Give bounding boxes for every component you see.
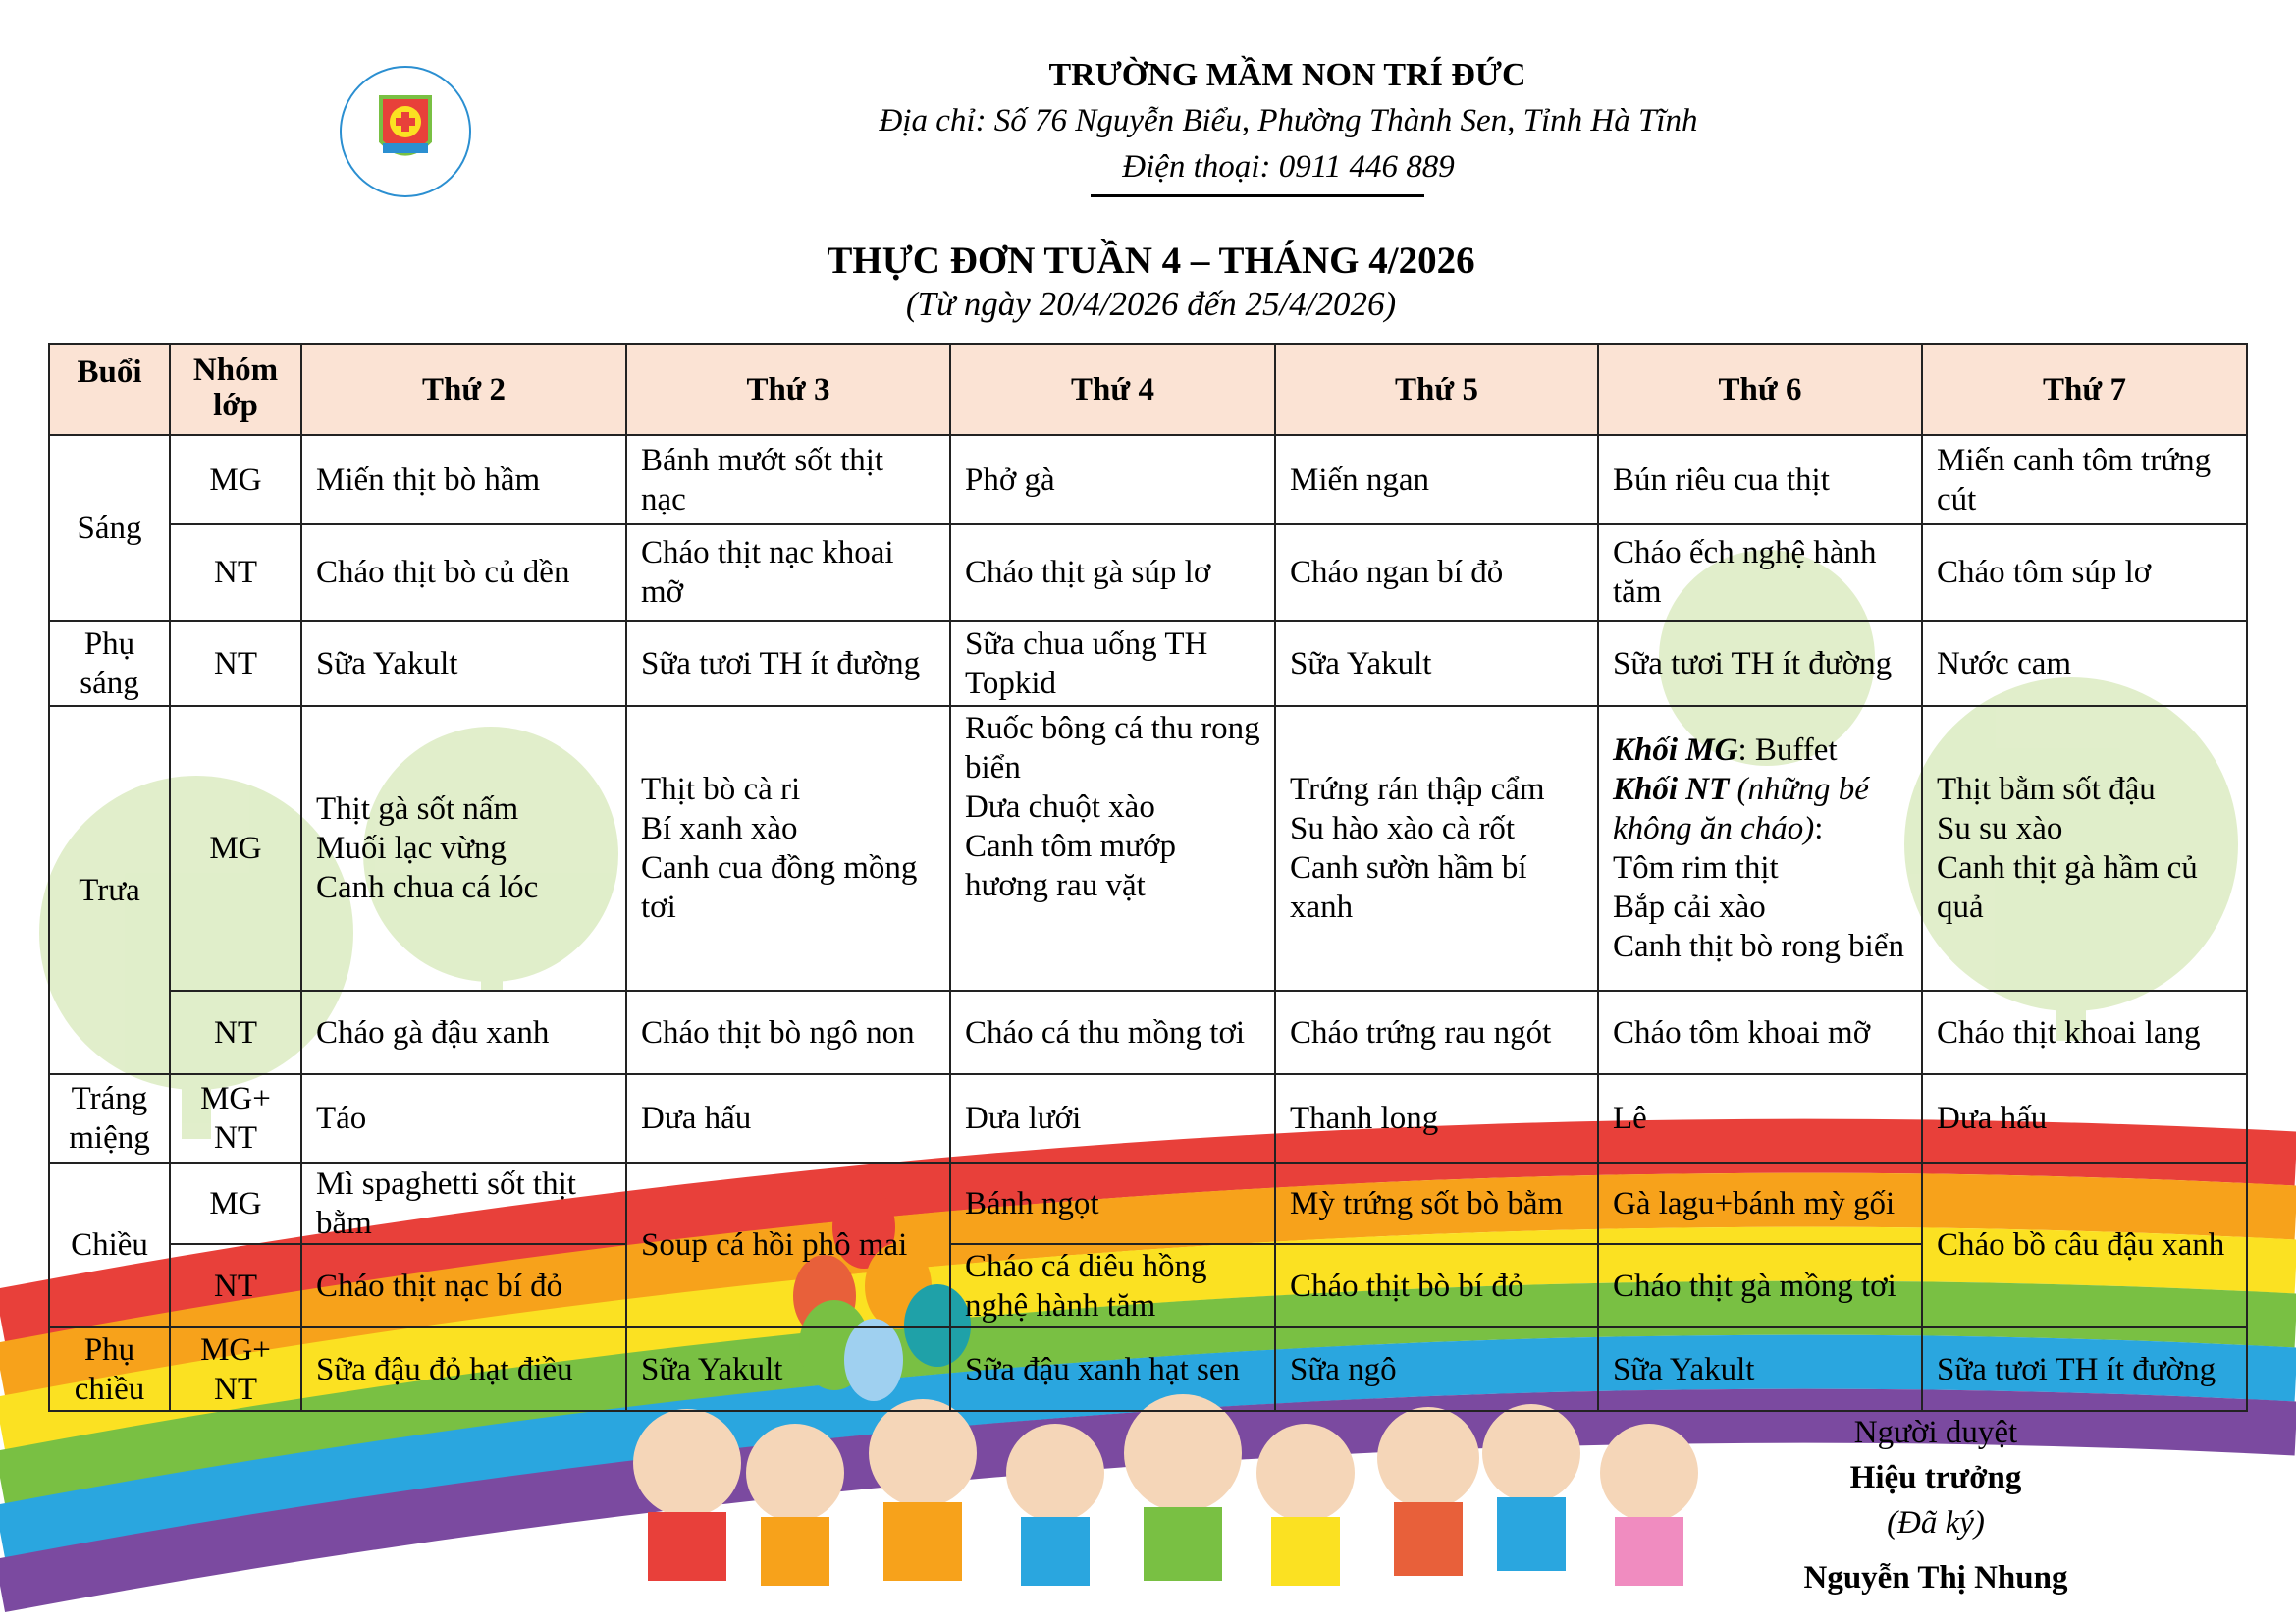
menu-cell — [950, 706, 1275, 991]
header-thu-6: Thứ 6 — [1598, 344, 1922, 435]
menu-cell: Táo — [301, 1074, 626, 1163]
menu-cell: Sữa Yakult — [626, 1327, 950, 1411]
menu-cell: Soup cá hồi phô mai — [626, 1163, 950, 1327]
menu-cell: Cháo thịt gà mồng tơi — [1598, 1244, 1922, 1327]
menu-title: THỰC ĐƠN TUẦN 4 – THÁNG 4/2026 — [827, 240, 1475, 282]
menu-cell: Miến ngan — [1275, 435, 1598, 524]
signature-status: (Đã ký) — [1887, 1505, 1985, 1541]
table-row — [49, 991, 2247, 1074]
dish: Muối lạc vừng — [316, 831, 507, 866]
menu-cell: Sữa Yakult — [1598, 1327, 1922, 1411]
session-label: Tráng miệng — [49, 1074, 170, 1163]
session-label: Phụ sáng — [49, 621, 170, 706]
menu-cell: Cháo trứng rau ngót — [1275, 991, 1598, 1074]
menu-cell: Nước cam — [1922, 621, 2247, 706]
header-nhom-lop: Nhóm lớp — [170, 344, 301, 435]
menu-cell: Sữa Yakult — [1275, 621, 1598, 706]
menu-cell: Cháo ếch nghệ hành tăm — [1598, 524, 1922, 621]
group-label: MG+ NT — [170, 1074, 301, 1163]
menu-cell: Sữa tươi TH ít đường — [626, 621, 950, 706]
menu-cell: Mì spaghetti sốt thịt bằm — [301, 1163, 626, 1244]
session-label: Chiều — [49, 1163, 170, 1327]
table-row — [49, 1327, 2247, 1411]
group-mg-label: Khối MG — [1613, 732, 1738, 768]
group-label: MG+ NT — [170, 1327, 301, 1411]
menu-cell: Bún riêu cua thịt — [1598, 435, 1922, 524]
menu-cell — [1922, 706, 2247, 991]
menu-cell: Sữa chua uống TH Topkid — [950, 621, 1275, 706]
table-row — [49, 1163, 2247, 1244]
dish: Canh thịt bò rong biển — [1613, 929, 1904, 964]
header-row — [49, 344, 2247, 435]
signature-name: Nguyễn Thị Nhung — [1803, 1560, 2068, 1596]
menu-cell: Cháo tôm khoai mỡ — [1598, 991, 1922, 1074]
menu-cell: Sữa ngô — [1275, 1327, 1598, 1411]
header-thu-7: Thứ 7 — [1922, 344, 2247, 435]
school-address: Địa chỉ: Số 76 Nguyễn Biểu, Phường Thành Sen, Tỉnh Hà Tĩnh — [879, 103, 1698, 138]
menu-cell: Cháo cá thu mồng tơi — [950, 991, 1275, 1074]
dish: Bí xanh xào — [641, 811, 798, 846]
menu-cell: Cháo ngan bí đỏ — [1275, 524, 1598, 621]
menu-cell: Cháo thịt bò củ dền — [301, 524, 626, 621]
menu-cell: Sữa tươi TH ít đường — [1922, 1327, 2247, 1411]
dish: Canh thịt gà hầm củ quả — [1937, 850, 2198, 925]
menu-cell: Cháo bồ câu đậu xanh — [1922, 1163, 2247, 1327]
menu-cell: Bánh ngọt — [950, 1163, 1275, 1244]
dish: Su hào xào cà rốt — [1290, 811, 1516, 846]
group-label: NT — [170, 621, 301, 706]
weekly-menu-table — [48, 343, 2248, 1412]
menu-cell: Sữa đậu xanh hạt sen — [950, 1327, 1275, 1411]
school-name: TRƯỜNG MẦM NON TRÍ ĐỨC — [1048, 57, 1526, 93]
menu-cell: Dưa hấu — [1922, 1074, 2247, 1163]
menu-cell: Cháo cá diêu hồng nghệ hành tăm — [950, 1244, 1275, 1327]
header-thu-5: Thứ 5 — [1275, 344, 1598, 435]
menu-cell: Gà lagu+bánh mỳ gối — [1598, 1163, 1922, 1244]
dish: Dưa chuột xào — [965, 789, 1155, 825]
school-phone: Điện thoại: 0911 446 889 — [1122, 149, 1455, 185]
group-label: MG — [170, 706, 301, 991]
dish: Thịt gà sốt nấm — [316, 791, 519, 827]
session-label: Trưa — [49, 706, 170, 1074]
signature-role: Người duyệt — [1853, 1415, 2018, 1450]
approval-signature — [1739, 1410, 2132, 1600]
nt-note: (những bé không ăn cháo) — [1613, 772, 1869, 846]
dish: Ruốc bông cá thu rong biển — [965, 711, 1260, 785]
dish: Trứng rán thập cẩm — [1290, 772, 1545, 807]
header-thu-3: Thứ 3 — [626, 344, 950, 435]
table-row — [49, 706, 2247, 991]
menu-cell: Thanh long — [1275, 1074, 1598, 1163]
session-label: Sáng — [49, 435, 170, 621]
group-label: MG — [170, 435, 301, 524]
table-row — [49, 435, 2247, 524]
table-row — [49, 1074, 2247, 1163]
dish: Canh tôm mướp hương rau vặt — [965, 829, 1176, 903]
menu-cell: Cháo gà đậu xanh — [301, 991, 626, 1074]
nt-note-line — [1613, 770, 1907, 848]
menu-cell: Cháo thịt nạc bí đỏ — [301, 1244, 626, 1327]
buffet-line — [1613, 731, 1907, 770]
group-label: NT — [170, 1244, 301, 1327]
menu-cell — [1598, 706, 1922, 991]
dish: Canh sườn hầm bí xanh — [1290, 850, 1527, 925]
table-row — [49, 1244, 2247, 1327]
menu-cell: Dưa hấu — [626, 1074, 950, 1163]
group-label: NT — [170, 991, 301, 1074]
menu-cell — [1275, 706, 1598, 991]
colon: : — [1814, 811, 1824, 846]
header-buoi: Buổi — [49, 344, 170, 435]
menu-date-range: (Từ ngày 20/4/2026 đến 25/4/2026) — [905, 285, 1397, 323]
menu-cell: Sữa tươi TH ít đường — [1598, 621, 1922, 706]
menu-cell: Sữa đậu đỏ hạt điều — [301, 1327, 626, 1411]
group-label: NT — [170, 524, 301, 621]
menu-cell: Miến canh tôm trứng cút — [1922, 435, 2247, 524]
menu-cell: Dưa lưới — [950, 1074, 1275, 1163]
table-row — [49, 524, 2247, 621]
menu-cell: Phở gà — [950, 435, 1275, 524]
menu-cell: Cháo thịt gà súp lơ — [950, 524, 1275, 621]
dish: Thịt bò cà ri — [641, 772, 801, 807]
group-label: MG — [170, 1163, 301, 1244]
menu-cell: Bánh mướt sốt thịt nạc — [626, 435, 950, 524]
menu-cell: Mỳ trứng sốt bò bằm — [1275, 1163, 1598, 1244]
signature-title: Hiệu trưởng — [1849, 1460, 2022, 1495]
menu-cell: Cháo thịt nạc khoai mỡ — [626, 524, 950, 621]
menu-cell: Cháo thịt khoai lang — [1922, 991, 2247, 1074]
menu-cell: Sữa Yakult — [301, 621, 626, 706]
buffet-text: : Buffet — [1737, 732, 1838, 768]
menu-cell — [301, 706, 626, 991]
menu-cell: Cháo thịt bò bí đỏ — [1275, 1244, 1598, 1327]
header-divider — [1091, 194, 1424, 197]
menu-cell: Cháo tôm súp lơ — [1922, 524, 2247, 621]
menu-cell: Cháo thịt bò ngô non — [626, 991, 950, 1074]
dish: Thịt bằm sốt đậu — [1937, 772, 2156, 807]
dish: Canh chua cá lóc — [316, 870, 539, 905]
group-nt-label: Khối NT — [1613, 772, 1730, 807]
dish: Tôm rim thịt — [1613, 850, 1779, 886]
dish: Canh cua đồng mồng tơi — [641, 850, 918, 925]
table-row — [49, 621, 2247, 706]
session-label: Phụ chiều — [49, 1327, 170, 1411]
menu-cell: Lê — [1598, 1074, 1922, 1163]
dish: Su su xào — [1937, 811, 2063, 846]
menu-cell: Miến thịt bò hầm — [301, 435, 626, 524]
header-thu-2: Thứ 2 — [301, 344, 626, 435]
menu-cell — [626, 706, 950, 991]
dish: Bắp cải xào — [1613, 890, 1766, 925]
header-thu-4: Thứ 4 — [950, 344, 1275, 435]
